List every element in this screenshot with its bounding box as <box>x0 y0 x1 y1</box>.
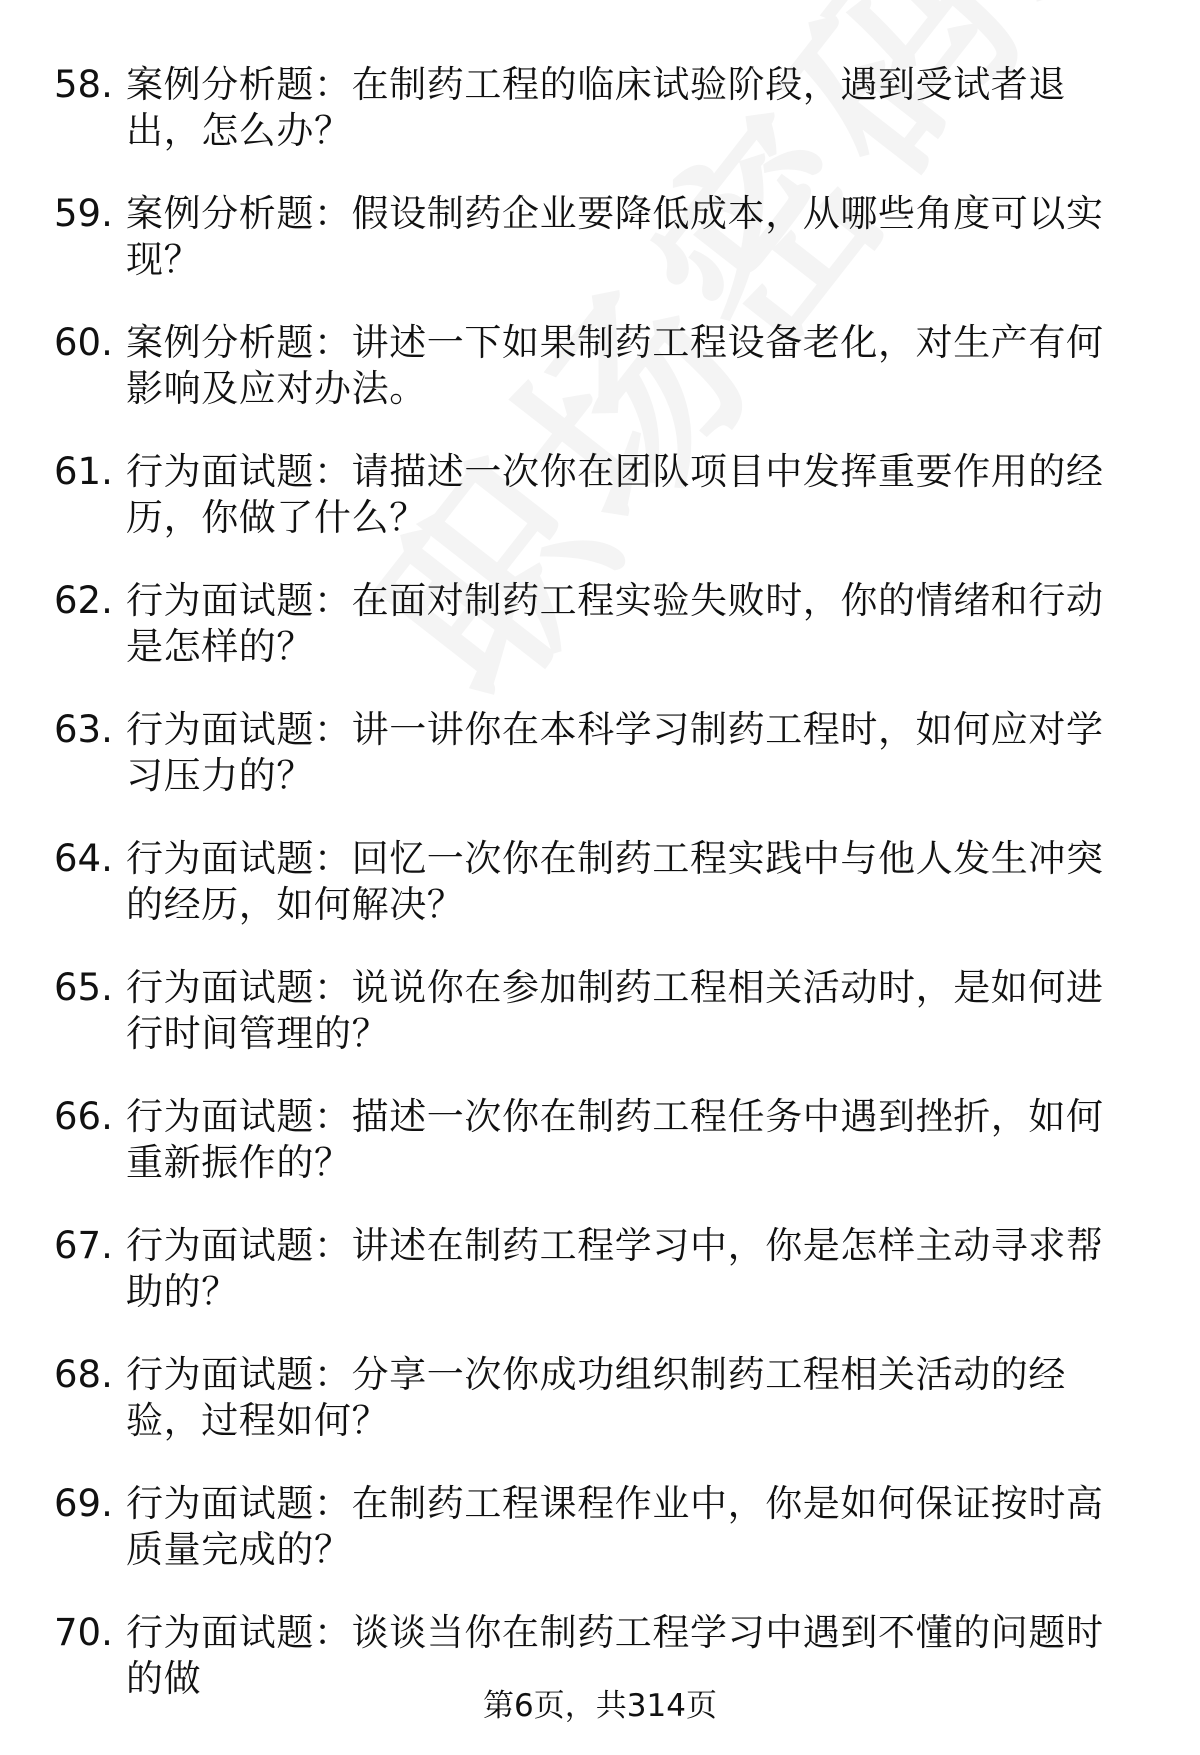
question-text: 行为面试题：说说你在参加制药工程相关活动时，是如何进行时间管理的？ <box>126 966 1104 1055</box>
question-number: 67. <box>54 1224 113 1267</box>
question-number: 63. <box>54 708 113 751</box>
question-number: 65. <box>54 966 113 1009</box>
question-number: 69. <box>54 1482 113 1525</box>
question-text: 行为面试题：回忆一次你在制药工程实践中与他人发生冲突的经历，如何解决？ <box>126 837 1104 926</box>
question-number: 66. <box>54 1095 113 1138</box>
question-text: 行为面试题：在面对制药工程实验失败时，你的情绪和行动是怎样的？ <box>126 579 1104 668</box>
question-text: 行为面试题：请描述一次你在团队项目中发挥重要作用的经历，你做了什么？ <box>126 450 1104 539</box>
question-number: 60. <box>54 321 113 364</box>
question-item <box>0 449 1200 578</box>
question-text: 行为面试题：讲一讲你在本科学习制药工程时，如何应对学习压力的？ <box>126 708 1104 797</box>
question-number: 62. <box>54 579 113 622</box>
question-item <box>0 578 1200 707</box>
question-item <box>0 836 1200 965</box>
question-text: 行为面试题：分享一次你成功组织制药工程相关活动的经验，过程如何？ <box>126 1353 1066 1442</box>
question-number: 59. <box>54 192 113 235</box>
page-footer: 第6页，共314页 <box>483 1688 717 1724</box>
question-number: 64. <box>54 837 113 880</box>
question-item <box>0 320 1200 449</box>
question-item <box>0 965 1200 1094</box>
question-number: 70. <box>54 1611 113 1654</box>
question-number: 68. <box>54 1353 113 1396</box>
question-text: 行为面试题：描述一次你在制药工程任务中遇到挫折，如何重新振作的？ <box>126 1095 1104 1184</box>
question-text: 案例分析题：讲述一下如果制药工程设备老化，对生产有何影响及应对办法。 <box>126 321 1104 410</box>
question-text: 行为面试题：在制药工程课程作业中，你是如何保证按时高质量完成的？ <box>126 1482 1104 1571</box>
question-item <box>0 1094 1200 1223</box>
question-item <box>0 62 1200 191</box>
question-item <box>0 707 1200 836</box>
question-item <box>0 1223 1200 1352</box>
question-item <box>0 1352 1200 1481</box>
question-item <box>0 191 1200 320</box>
question-number: 58. <box>54 63 113 106</box>
question-text: 行为面试题：谈谈当你在制药工程学习中遇到不懂的问题时的做 <box>126 1611 1104 1700</box>
question-item <box>0 1481 1200 1610</box>
question-list <box>0 62 1200 1739</box>
question-number: 61. <box>54 450 113 493</box>
question-text: 案例分析题：在制药工程的临床试验阶段，遇到受试者退出，怎么办？ <box>126 63 1066 152</box>
question-text: 行为面试题：讲述在制药工程学习中，你是怎样主动寻求帮助的？ <box>126 1224 1104 1313</box>
question-text: 案例分析题：假设制药企业要降低成本，从哪些角度可以实现？ <box>126 192 1104 281</box>
